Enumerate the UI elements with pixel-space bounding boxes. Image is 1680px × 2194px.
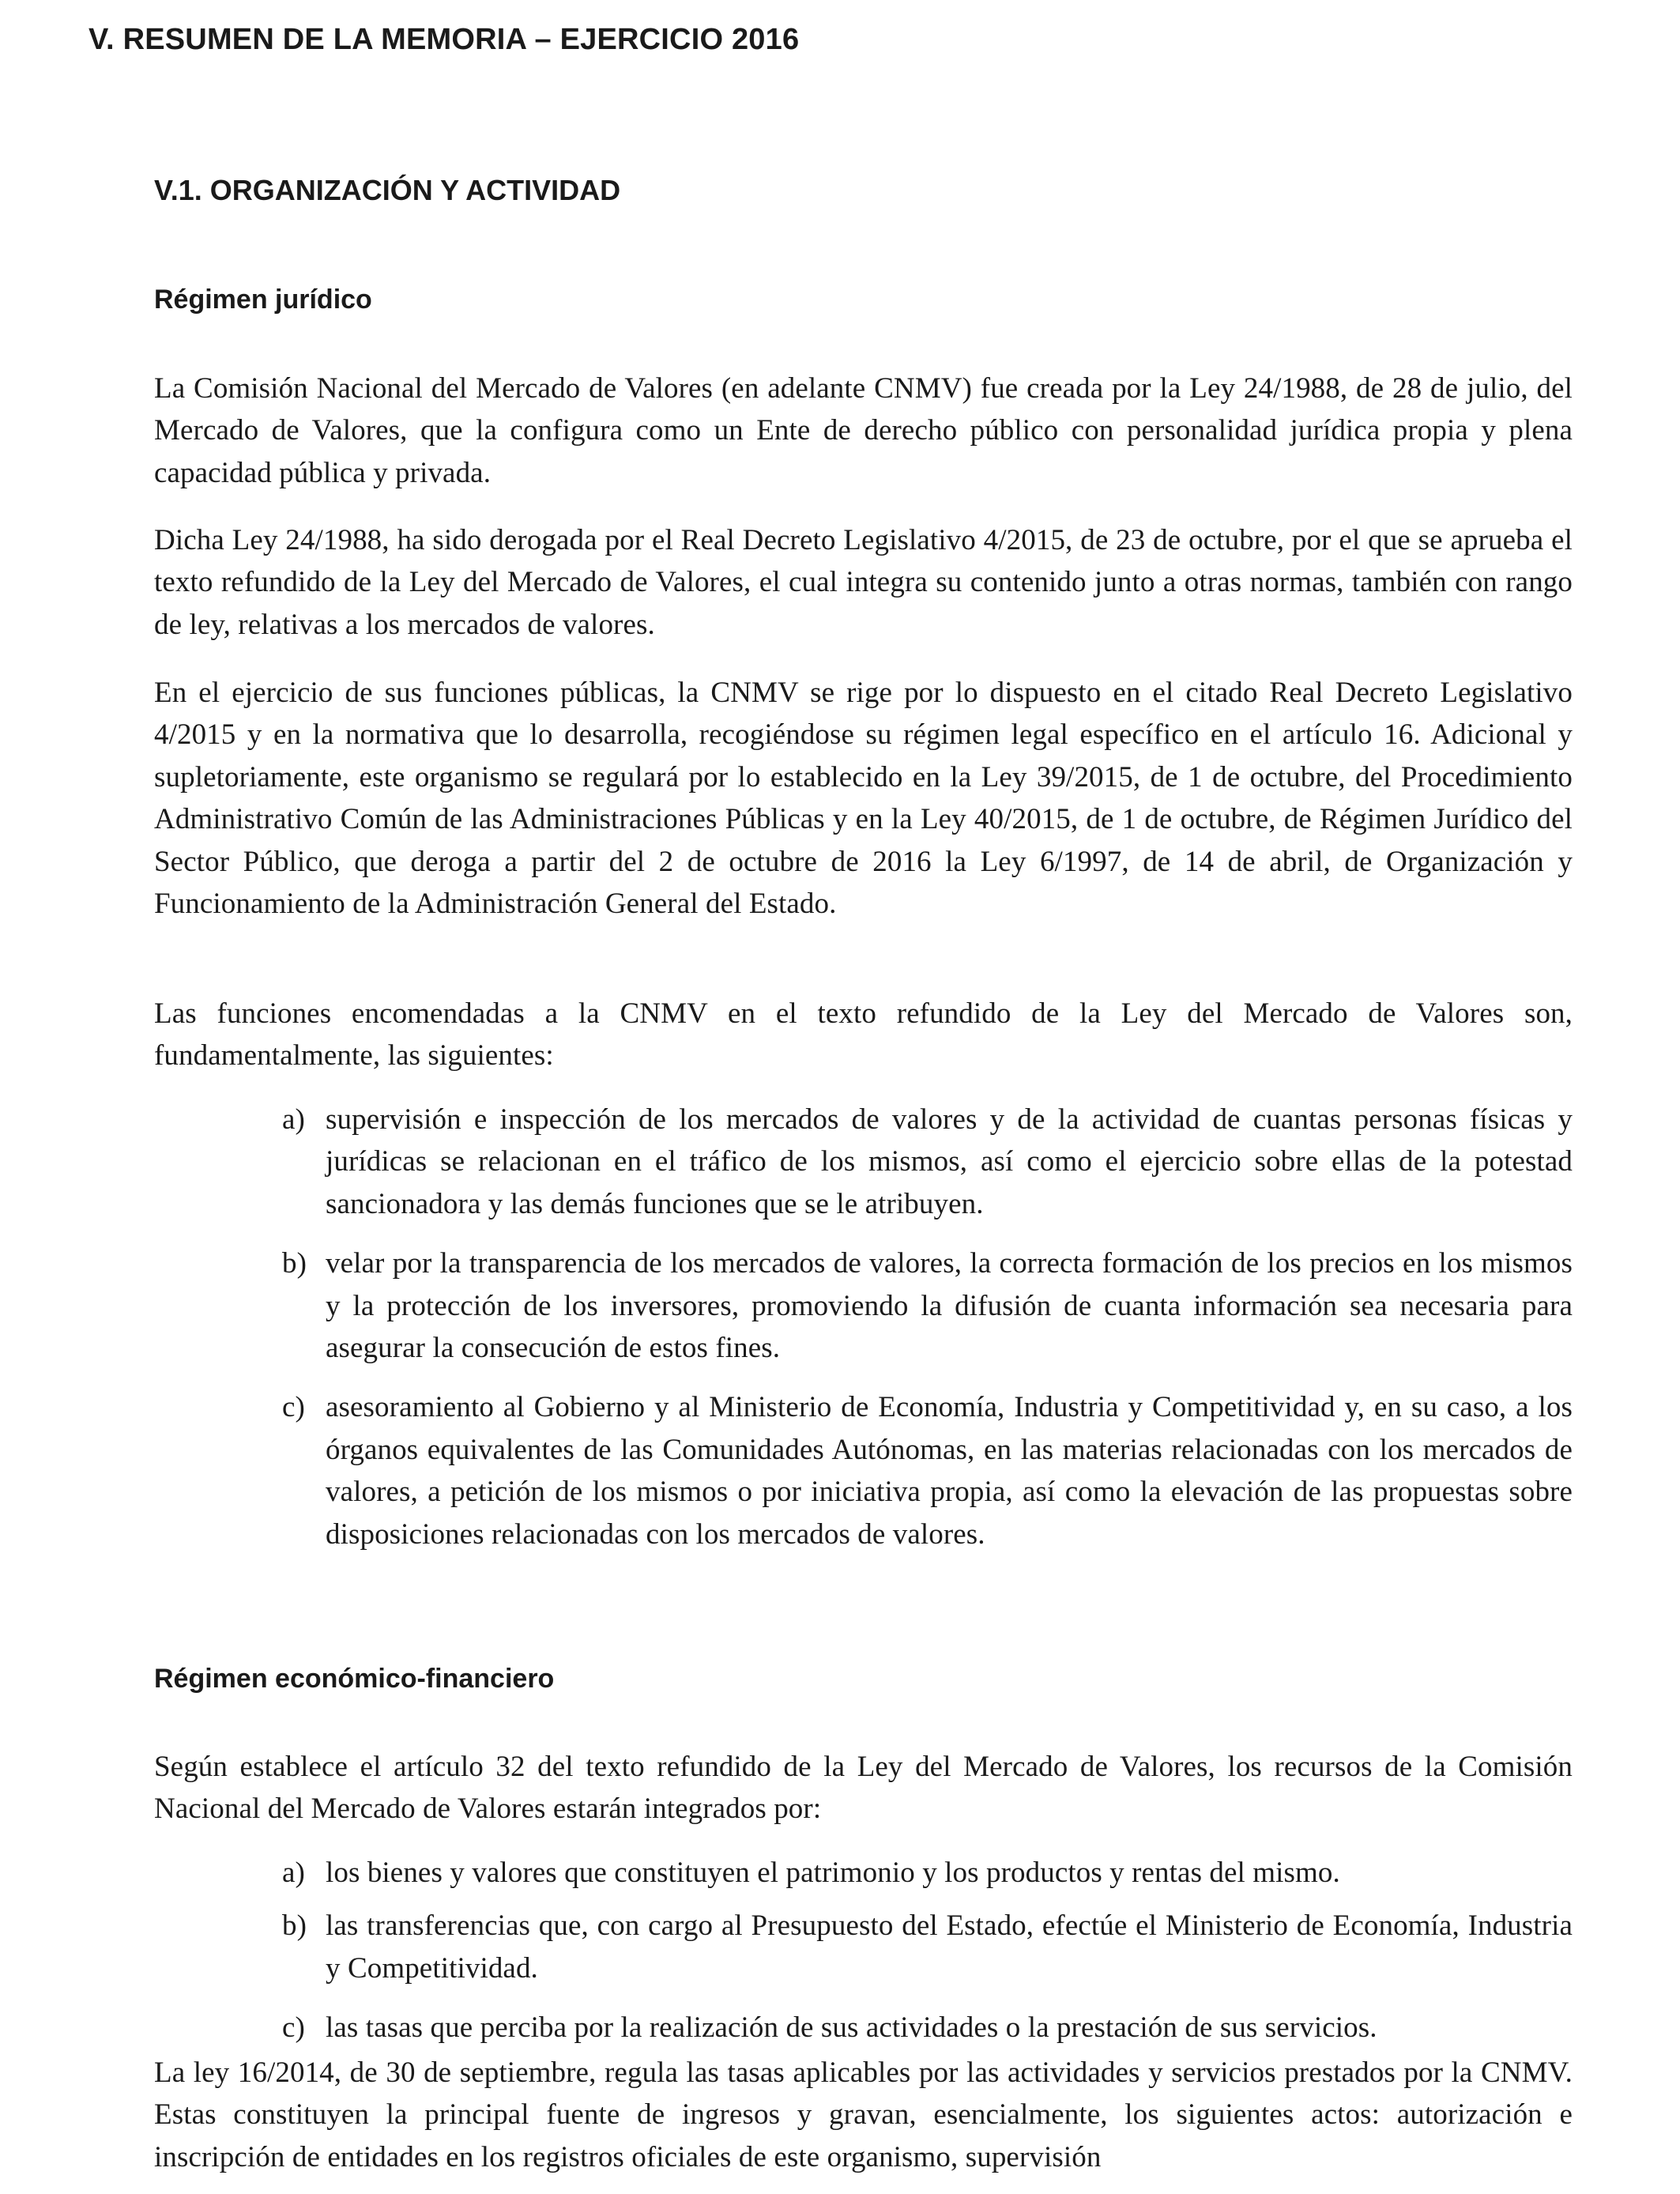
list-item bbox=[154, 1905, 1573, 1989]
list-item-text: los bienes y valores que constituyen el patrimonio y los productos y rentas del mismo. bbox=[326, 1857, 1340, 1889]
list-marker: b) bbox=[282, 1247, 307, 1280]
list-item bbox=[154, 2007, 1573, 2049]
resources-list bbox=[154, 1852, 1573, 2049]
list-marker: b) bbox=[282, 1909, 307, 1943]
list-item-text: las tasas que perciba por la realización de sus actividades o la prestación de sus servicios. bbox=[326, 2011, 1377, 2045]
list-item bbox=[154, 1386, 1573, 1555]
paragraph-funciones-publicas: En el ejercicio de sus funciones públicas, la CNMV se rige por lo dispuesto en el citado Real Decreto Legislativo 4/2015 y en la normativa que lo desarrolla, recogiéndose su régimen legal específico en el artículo 16. Adicional y supletoriamente, este organismo se regulará por lo establecido en la Ley 39/2015, de 1 de octubre, del Procedimiento Administrativo Común de las Administraciones Públicas y en la Ley 40/2015, de 1 de octubre, de Régimen Jurídico del Sector Público, que deroga a partir del 2 de octubre de 2016 la Ley 6/1997, de 14 de abril, de Organización y Funcionamiento de la Administración General del Estado. bbox=[154, 677, 1573, 921]
paragraph-tasas: La ley 16/2014, de 30 de septiembre, regula las tasas aplicables por las actividades y servicios prestados por la CNMV. Estas constituyen la principal fuente de ingresos y gravan, esencialmente, los siguientes actos: autorización e inscripción de entidades en los registros oficiales de este organismo, supervisión bbox=[154, 2056, 1573, 2173]
subheading-regimen-economico: Régimen económico-financiero bbox=[154, 1664, 555, 1694]
list-marker: c) bbox=[282, 1391, 305, 1424]
page-title: V. RESUMEN DE LA MEMORIA – EJERCICIO 2016 bbox=[89, 23, 800, 56]
list-marker: a) bbox=[282, 1857, 305, 1889]
list-item bbox=[154, 1852, 1573, 1894]
section-heading: V.1. ORGANIZACIÓN Y ACTIVIDAD bbox=[154, 174, 621, 206]
paragraph-recursos-intro: Según establece el artículo 32 del texto refundido de la Ley del Mercado de Valores, los recursos de la Comisión Nacional del Mercado de Valores estarán integrados por: bbox=[154, 1751, 1573, 1826]
paragraph-ley-derogada: Dicha Ley 24/1988, ha sido derogada por el Real Decreto Legislativo 4/2015, de 23 de octubre, por el que se aprueba el texto refundido de la Ley del Mercado de Valores, el cual integra su contenido junto a otras normas, también con rango de ley, relativas a los mercados de valores. bbox=[154, 524, 1573, 641]
list-item-text: supervisión e inspección de los mercados de valores y de la actividad de cuantas personas físicas y jurídicas se relacionan en el tráfico de los mismos, así como el ejercicio sobre ellas de la potestad sancionadora y las demás funciones que se le atribuyen. bbox=[326, 1103, 1573, 1220]
functions-list bbox=[154, 1099, 1573, 1555]
list-marker: c) bbox=[282, 2011, 305, 2045]
list-item bbox=[154, 1242, 1573, 1369]
paragraph-cnmv-creation: La Comisión Nacional del Mercado de Valores (en adelante CNMV) fue creada por la Ley 24/1988, de 28 de julio, del Mercado de Valores, que la configura como un Ente de derecho público con personalidad jurídica propia y plena capacidad pública y privada. bbox=[154, 372, 1573, 489]
paragraph-funciones-intro: Las funciones encomendadas a la CNMV en el texto refundido de la Ley del Mercado de Valores son, fundamentalmente, las siguientes: bbox=[154, 997, 1573, 1072]
list-item-text: asesoramiento al Gobierno y al Ministerio de Economía, Industria y Competitividad y, en su caso, a los órganos equivalentes de las Comunidades Autónomas, en las materias relacionadas con los mercados de valores, a petición de los mismos o por iniciativa propia, así como la elevación de las propuestas sobre disposiciones relacionadas con los mercados de valores. bbox=[326, 1391, 1573, 1551]
subheading-regimen-juridico: Régimen jurídico bbox=[154, 285, 372, 315]
list-item-text: las transferencias que, con cargo al Presupuesto del Estado, efectúe el Ministerio de Economía, Industria y Competitividad. bbox=[326, 1909, 1573, 1985]
list-item-text: velar por la transparencia de los mercados de valores, la correcta formación de los precios en los mismos y la protección de los inversores, promoviendo la difusión de cuanta información sea necesaria para asegurar la consecución de estos fines. bbox=[326, 1247, 1573, 1365]
list-marker: a) bbox=[282, 1103, 305, 1136]
list-item bbox=[154, 1099, 1573, 1225]
